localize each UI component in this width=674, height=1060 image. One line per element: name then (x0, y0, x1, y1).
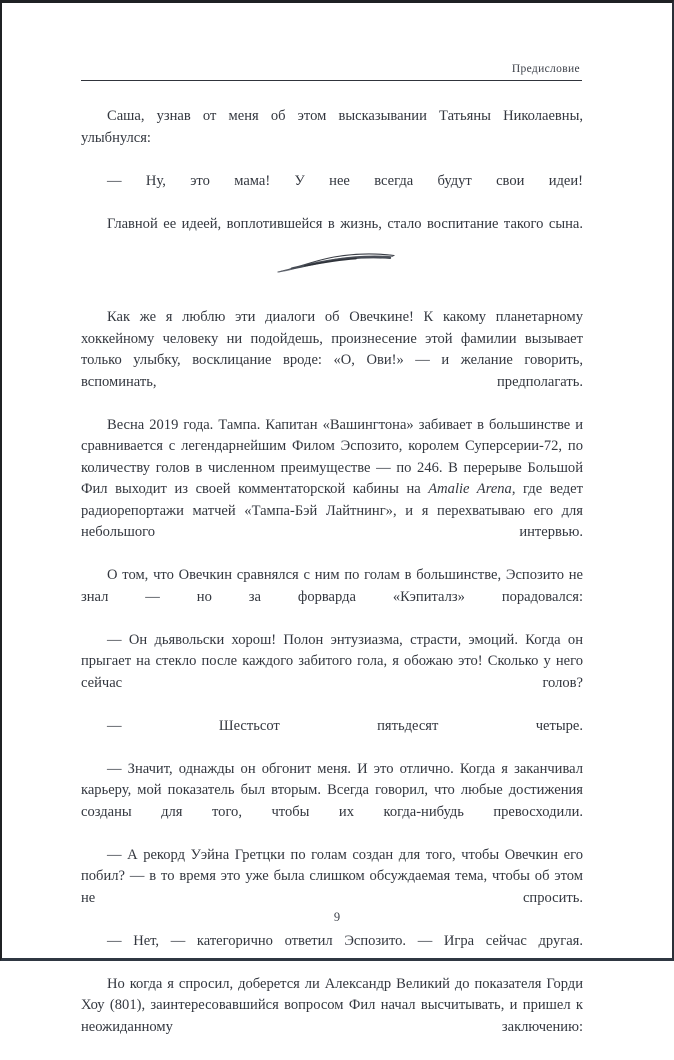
paragraph-text-after: , где ведет радиорепортажи матчей «Тампа-Бэй Лайтнинг», и я перехватываю его для небольшого интервью. (81, 481, 583, 540)
page-number-folio (2, 911, 672, 924)
dialogue-line: — Нет, — категорично ответил Эспозито. — Игра сейчас другая. (107, 932, 583, 949)
text-block-lower (81, 307, 583, 1060)
page-content-area (2, 3, 672, 1035)
dialogue-line: — Он дьявольски хорош! Полон энтузиазма, страсти, эмоций. Когда он прыгает на стекло после каждого забитого гола, я обожаю это! Сколько у него сейчас голов? (81, 631, 583, 691)
dialogue-line: — Значит, однажды он обгонит меня. И это отлично. Когда я заканчивал карьеру, мой показатель был вторым. Всегда говорил, что любые достижения созданы для того, чтобы их когда-нибудь превосходили. (81, 760, 583, 820)
paragraph-text-before: Весна 2019 года. Тампа. Капитан «Вашингтона» забивает в большинстве и сравнивается с легендарнейшим Филом Эспозито, королем Суперсерии-72, по количеству голов в численном преимуществе — по 246. В перерыве Большой Фил выходит из своей комментаторской кабины на (81, 416, 583, 497)
page-number: 9 (333, 910, 341, 924)
text-block-upper (81, 106, 583, 257)
dialogue-line: — Ну, это мама! У нее всегда будут свои идеи! (107, 172, 583, 189)
venue-name-italic: Amalie Arena (428, 481, 512, 497)
paragraph: О том, что Овечкин сравнялся с ним по голам в большинстве, Эспозито не знал — но за форварда «Кэпиталз» порадовался: (81, 567, 583, 605)
running-head (80, 59, 580, 77)
header-rule-divider (81, 80, 582, 81)
dialogue-line: — А рекорд Уэйна Гретцки по голам создан для того, чтобы Овечкин его побил? — в то время это уже была слишком обсуждаемая тема, чтобы об этом не спросить. (81, 846, 583, 906)
paragraph: Саша, узнав от меня об этом высказывании Татьяны Николаевны, улыбнулся: (81, 108, 583, 146)
paragraph-with-italic-title (81, 415, 583, 566)
paragraph: Как же я люблю эти диалоги об Овечкине! К какому планетарному хоккейному человеку ни подойдешь, произнесение этой фамилии вызывает только улыбку, восклицание вроде: «О, Ови!» — и желание говорить, вспоминать, предполагать. (81, 309, 583, 390)
dialogue-line: — Шестьсот пятьдесят четыре. (107, 717, 583, 734)
running-head-label: Предисловие (511, 63, 580, 75)
paragraph: Но когда я спросил, доберется ли Александр Великий до показателя Горди Хоу (801), заинтересовавшийся вопросом Фил начал высчитывать, и пришел к неожиданному заключению: (81, 975, 583, 1035)
paragraph: Главной ее идеей, воплотившейся в жизнь, стало воспитание такого сына. (107, 215, 583, 232)
